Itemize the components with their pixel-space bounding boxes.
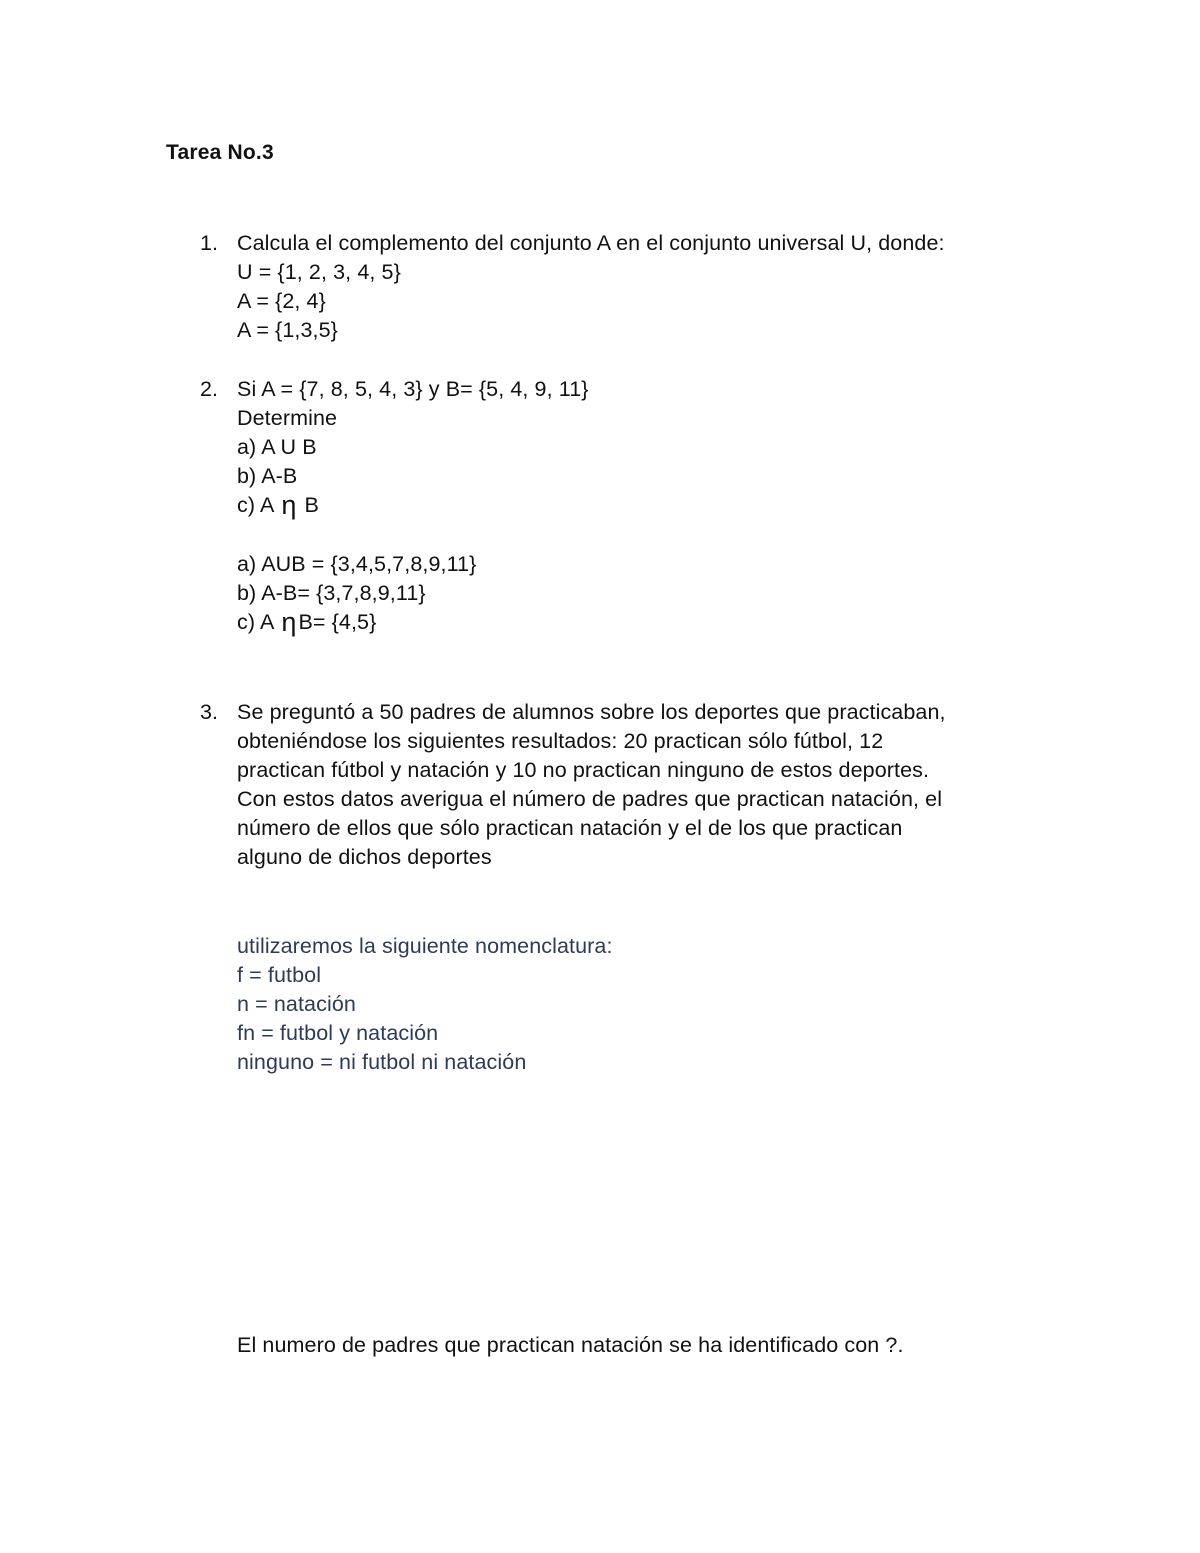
intersection-symbol: η bbox=[281, 490, 297, 520]
question-3-line: practican fútbol y natación y 10 no practican ninguno de estos deportes. bbox=[237, 758, 930, 782]
question-2-part-a: a) A U B bbox=[237, 435, 317, 459]
nomenclature-item: f = futbol bbox=[237, 963, 322, 987]
question-1-line: A = {2, 4} bbox=[237, 289, 326, 313]
nomenclature-item: n = natación bbox=[237, 992, 356, 1016]
question-3-line: alguno de dichos deportes bbox=[237, 845, 492, 869]
nomenclature-intro: utilizaremos la siguiente nomenclatura: bbox=[237, 934, 613, 958]
part-c-prefix: c) A bbox=[237, 493, 280, 517]
question-1-number: 1. bbox=[200, 231, 218, 255]
question-2-answer-b: b) A-B= {3,7,8,9,11} bbox=[237, 581, 426, 605]
question-1-prompt: Calcula el complemento del conjunto A en el conjunto universal U, donde: bbox=[237, 231, 945, 255]
part-c-suffix: B bbox=[298, 493, 319, 517]
question-2-number: 2. bbox=[200, 377, 218, 401]
nomenclature-item: fn = futbol y natación bbox=[237, 1021, 439, 1045]
answer-c-suffix: B= {4,5} bbox=[298, 610, 377, 634]
question-3-number: 3. bbox=[200, 700, 218, 724]
nomenclature-item: ninguno = ni futbol ni natación bbox=[237, 1050, 527, 1074]
question-2-prompt: Si A = {7, 8, 5, 4, 3} y B= {5, 4, 9, 11} bbox=[237, 377, 589, 401]
question-2-determine: Determine bbox=[237, 406, 338, 430]
conclusion-text: El numero de padres que practican natación se ha identificado con ?. bbox=[237, 1333, 904, 1357]
question-1-line: U = {1, 2, 3, 4, 5} bbox=[237, 260, 401, 284]
question-3-line: Con estos datos averigua el número de padres que practican natación, el bbox=[237, 787, 943, 811]
question-2-part-b: b) A-B bbox=[237, 464, 298, 488]
intersection-symbol: η bbox=[281, 607, 297, 637]
question-3-line: Se preguntó a 50 padres de alumnos sobre los deportes que practicaban, bbox=[237, 700, 946, 724]
question-3-line: obteniéndose los siguientes resultados: 20 practican sólo fútbol, 12 bbox=[237, 729, 884, 753]
document-title: Tarea No.3 bbox=[166, 141, 274, 164]
question-2-part-c bbox=[237, 491, 319, 520]
question-1-line: A = {1,3,5} bbox=[237, 318, 338, 342]
answer-c-prefix: c) A bbox=[237, 610, 280, 634]
question-2-answer-a: a) AUB = {3,4,5,7,8,9,11} bbox=[237, 552, 477, 576]
question-2-answer-c bbox=[237, 608, 376, 637]
question-3-line: número de ellos que sólo practican natación y el de los que practican bbox=[237, 816, 903, 840]
